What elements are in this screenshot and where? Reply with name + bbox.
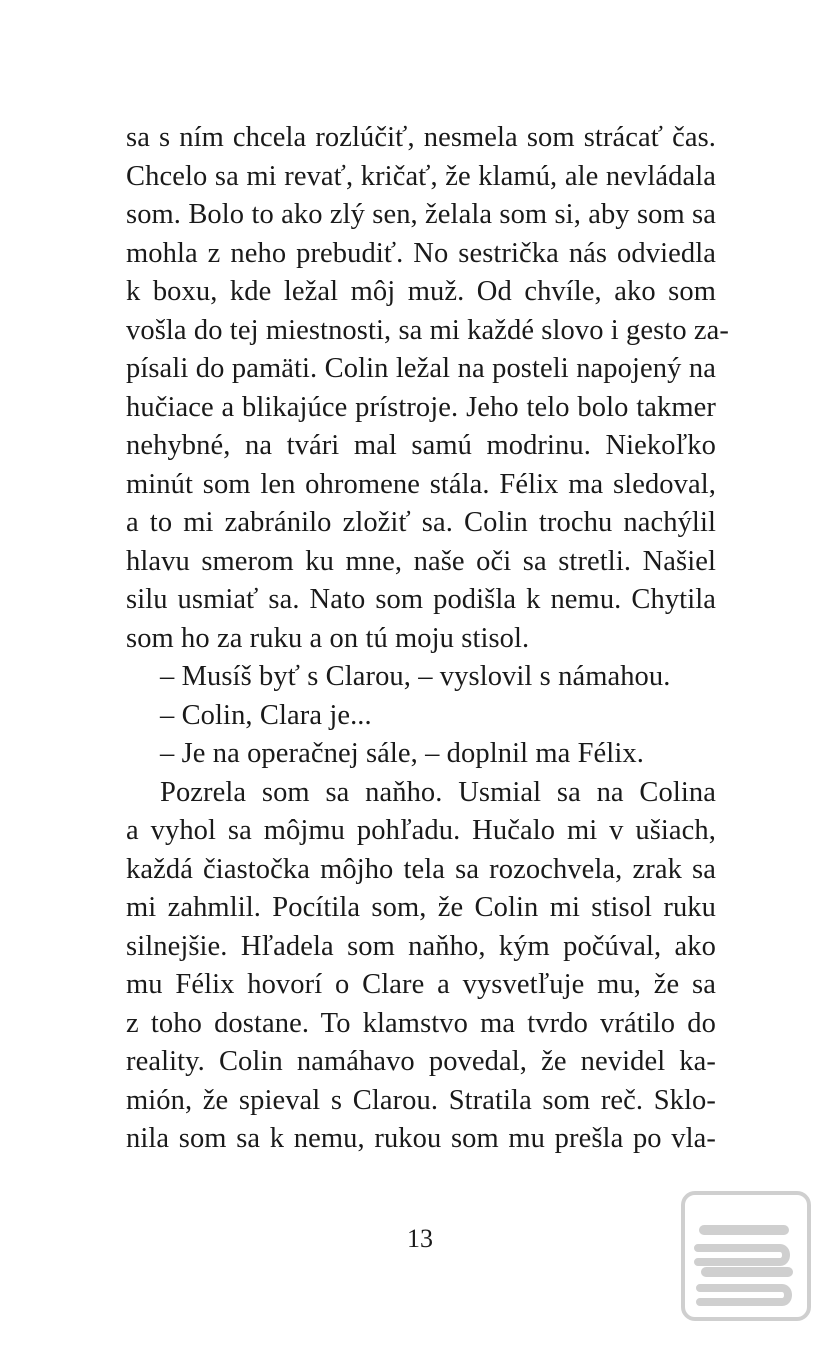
dialogue-line: – Musíš byť s Clarou, – vyslovil s námahou.	[160, 661, 671, 692]
dialogue-line: – Colin, Clara je...	[160, 699, 372, 731]
text-line: písali do pamäti. Colin ležal na posteli napojený na	[126, 353, 716, 384]
text-line: silu usmiať sa. Nato som podišla k nemu. Chytila	[126, 584, 716, 615]
text-line: nila som sa k nemu, rukou som mu prešla po vla-	[126, 1123, 716, 1154]
text-line: minút som len ohromene stála. Félix ma sledoval,	[126, 468, 716, 500]
books-stack-icon	[680, 1190, 812, 1322]
text-line: nehybné, na tvári mal samú modrinu. Niekoľko	[126, 430, 716, 461]
text-line: hučiace a blikajúce prístroje. Jeho telo bolo takmer	[126, 391, 716, 423]
text-line: mu Félix hovorí o Clare a vysvetľuje mu, že sa	[126, 969, 716, 1000]
text-line: z toho dostane. To klamstvo ma tvrdo vrátilo do	[126, 1007, 716, 1039]
text-line: hlavu smerom ku mne, naše oči sa stretli. Našiel	[126, 545, 716, 577]
text-line: mi zahmlil. Pocítila som, že Colin mi stisol ruku	[126, 892, 716, 923]
text-line: som ho za ruku a on tú moju stisol.	[126, 622, 530, 654]
body-text	[126, 119, 729, 1159]
text-line: k boxu, kde ležal môj muž. Od chvíle, ako som	[126, 276, 716, 307]
text-line: každá čiastočka môjho tela sa rozochvela, zrak sa	[126, 853, 716, 885]
text-line: vošla do tej miestnosti, sa mi každé slovo i gesto za-	[126, 314, 729, 346]
text-line: mohla z neho prebudiť. No sestrička nás odviedla	[126, 237, 716, 269]
page-number: 13	[407, 1224, 433, 1253]
text-line: Chcelo sa mi revať, kričať, že klamú, ale nevládala	[126, 160, 716, 192]
text-line: reality. Colin namáhavo povedal, že nevidel ka-	[126, 1046, 716, 1077]
text-line: a vyhol sa môjmu pohľadu. Hučalo mi v ušiach,	[126, 815, 716, 846]
paragraph-first-line: Pozrela som sa naňho. Usmial sa na Colina	[160, 776, 716, 808]
text-line: som. Bolo to ako zlý sen, želala som si, aby som sa	[126, 199, 716, 230]
text-line: a to mi zabránilo zložiť sa. Colin trochu nachýlil	[126, 507, 716, 538]
text-line: sa s ním chcela rozlúčiť, nesmela som strácať čas.	[126, 122, 716, 153]
text-line: silnejšie. Hľadela som naňho, kým počúval, ako	[126, 930, 716, 962]
dialogue-line: – Je na operačnej sále, – doplnil ma Félix.	[160, 738, 644, 769]
text-line: mión, že spieval s Clarou. Stratila som reč. Sklo-	[126, 1084, 716, 1116]
